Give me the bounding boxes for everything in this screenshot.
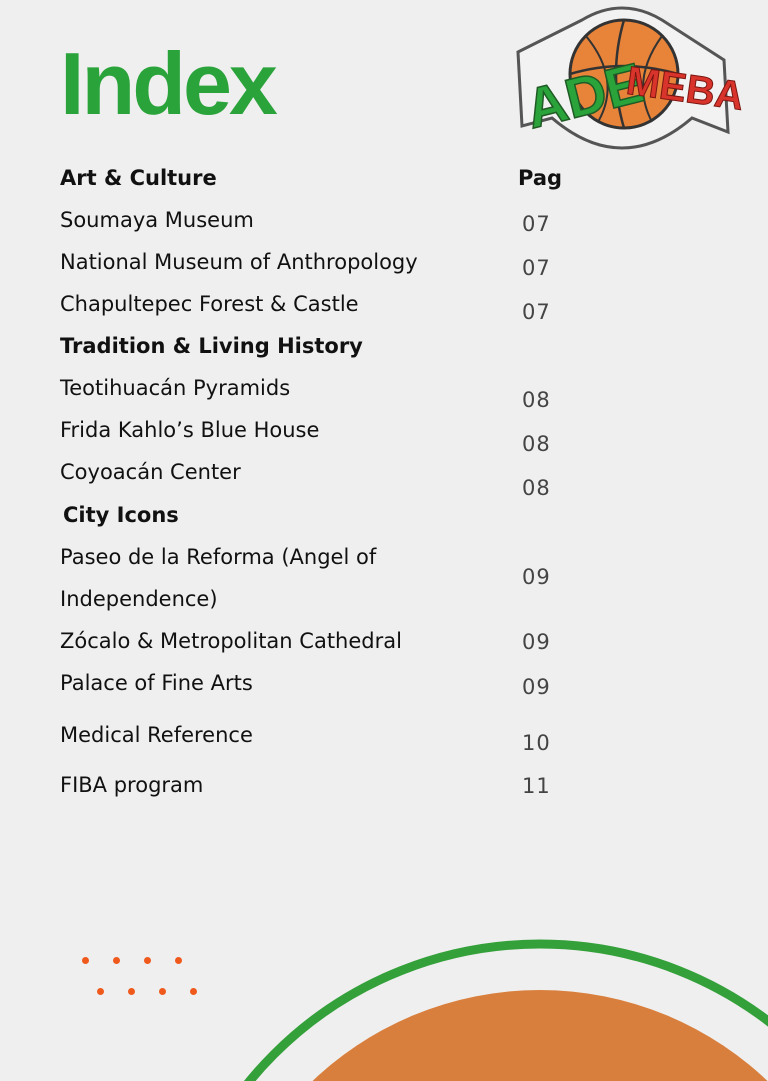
- entry-label: Medical Reference: [60, 723, 253, 747]
- entry-page: 07: [522, 212, 551, 236]
- entry-page: 09: [522, 630, 551, 654]
- entry-label: Paseo de la Reforma (Angel of: [60, 545, 377, 569]
- entry-label: FIBA program: [60, 773, 204, 797]
- entry-label: Chapultepec Forest & Castle: [60, 292, 359, 316]
- logo-text-meba: MEBA: [623, 58, 747, 119]
- section-title: City Icons: [63, 503, 179, 527]
- entry-page: 10: [522, 731, 551, 755]
- entry-label: Palace of Fine Arts: [60, 671, 253, 695]
- section-title: Art & Culture: [60, 166, 217, 190]
- page-column-header: Pag: [518, 166, 563, 190]
- entry-label: National Museum of Anthropology: [60, 250, 418, 274]
- entry-page: 07: [522, 256, 551, 280]
- entry-page: 08: [522, 432, 551, 456]
- entry-label-continued: Independence): [60, 587, 218, 611]
- entry-page: 09: [522, 675, 551, 699]
- entry-page: 08: [522, 476, 551, 500]
- section-title: Tradition & Living History: [60, 334, 363, 358]
- page-title: Index: [60, 34, 275, 133]
- entry-label: Frida Kahlo’s Blue House: [60, 418, 320, 442]
- entry-label: Teotihuacán Pyramids: [60, 376, 291, 400]
- entry-page: 07: [522, 300, 551, 324]
- entry-label: Coyoacán Center: [60, 460, 241, 484]
- entry-label: Soumaya Museum: [60, 208, 254, 232]
- entry-page: 11: [522, 774, 551, 798]
- entry-page: 08: [522, 388, 551, 412]
- entry-label: Zócalo & Metropolitan Cathedral: [60, 629, 402, 653]
- logo-text-ade: ADE: [519, 50, 650, 141]
- entry-page: 09: [522, 565, 551, 589]
